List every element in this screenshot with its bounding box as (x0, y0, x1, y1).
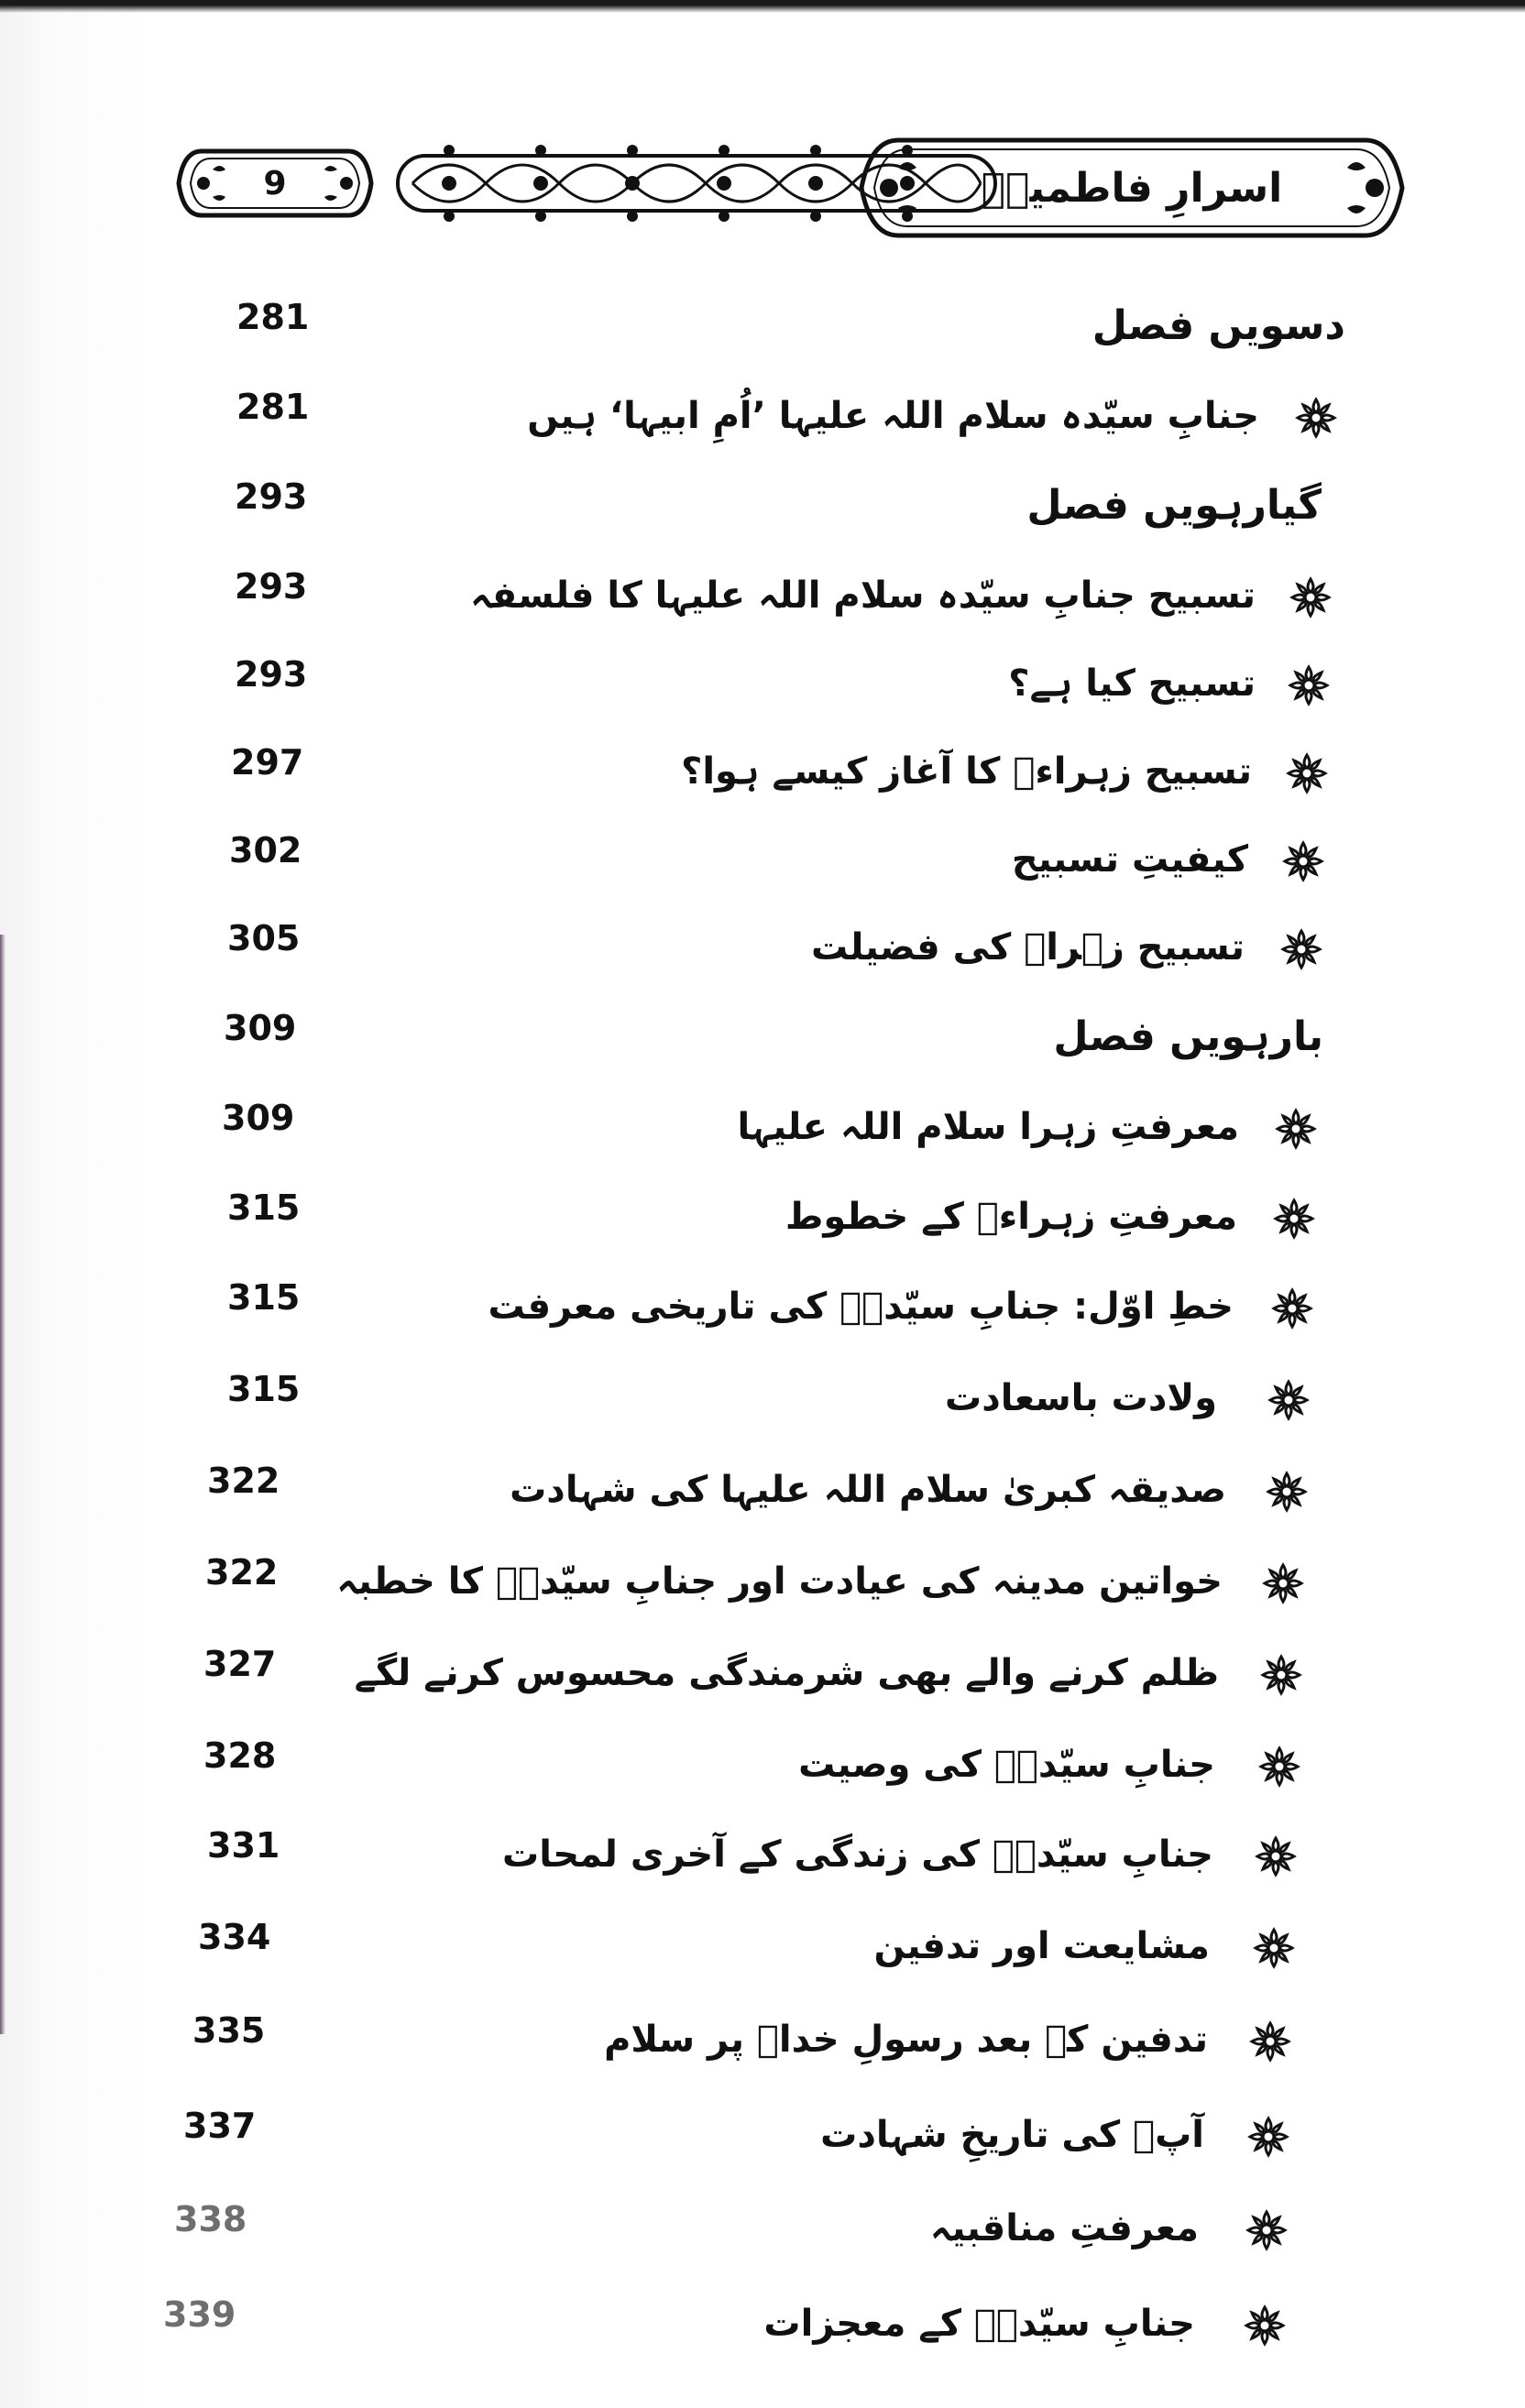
toc-entry-title: صدیقہ کبریٰ سلام اللہ علیہا کی شہادت (510, 1469, 1226, 1511)
flower-bullet-icon (1294, 396, 1338, 440)
toc-page-number: 327 (203, 1644, 277, 1684)
toc-page-number: 338 (174, 2199, 247, 2239)
flower-bullet-icon (1243, 2304, 1287, 2348)
page-number: 9 (263, 164, 287, 202)
flower-bullet-icon (1285, 751, 1329, 795)
toc-page-number: 309 (224, 1008, 297, 1048)
toc-entry-title: آپؑ کی تاریخِ شہادت (820, 2114, 1204, 2156)
toc-row (0, 1545, 1525, 1627)
toc-row (0, 1362, 1525, 1444)
toc-page-number: 335 (192, 2010, 266, 2051)
toc-entry-title: جنابِ سیّدہؑ کے معجزات (763, 2303, 1195, 2345)
toc-page-number: 334 (198, 1917, 271, 1957)
toc-row (0, 290, 1525, 372)
flower-bullet-icon (1272, 1197, 1316, 1241)
flower-bullet-icon (1257, 1745, 1301, 1789)
toc-entry-title: ولادت باسعادت (945, 1377, 1217, 1419)
flower-bullet-icon (1287, 663, 1331, 707)
toc-page-number: 302 (229, 830, 302, 870)
toc-page-number: 315 (227, 1188, 301, 1228)
toc-row (0, 379, 1525, 462)
toc-row (0, 1728, 1525, 1811)
flower-bullet-icon (1248, 2019, 1292, 2063)
toc-chapter-heading: بارہویں فصل (1053, 1013, 1323, 1060)
flower-bullet-icon (1261, 1561, 1305, 1605)
toc-entry-title: جنابِ سیّدہ سلام اللہ علیہا ’اُمِ ابیہا‘ ہیں (527, 395, 1259, 437)
toc-entry-title: تسبیح کیا ہے؟ (1008, 662, 1256, 705)
toc-entry-title: ظلم کرنے والے بھی شرمندگی محسوس کرنے لگے (354, 1652, 1219, 1694)
toc-entry-title: خواتین مدینہ کی عیادت اور جنابِ سیّدہؑ کا خطبہ (336, 1560, 1223, 1603)
flower-bullet-icon (1245, 2208, 1289, 2252)
toc-page-number: 322 (207, 1461, 280, 1501)
flower-bullet-icon (1279, 927, 1323, 971)
toc-page-number: 281 (236, 297, 310, 337)
toc-page-number: 293 (235, 654, 308, 695)
toc-page-number: 309 (222, 1098, 295, 1138)
toc-row (0, 823, 1525, 905)
flower-bullet-icon (1252, 1926, 1296, 1970)
toc-page-number: 293 (235, 566, 308, 607)
toc-chapter-heading: دسویں فصل (1092, 302, 1345, 349)
toc-page-number: 293 (235, 476, 308, 517)
toc-row (0, 2098, 1525, 2181)
toc-row (0, 1636, 1525, 1719)
toc-row (0, 647, 1525, 729)
toc-page-number: 305 (227, 918, 301, 958)
toc-page-number: 337 (183, 2106, 257, 2146)
toc-page-number: 339 (163, 2294, 236, 2335)
toc-row (0, 1270, 1525, 1352)
toc-page-number: 297 (231, 742, 304, 783)
toc-chapter-heading: گیارہویں فصل (1026, 482, 1322, 529)
flower-bullet-icon (1246, 2115, 1290, 2159)
toc-row (0, 2003, 1525, 2085)
flower-bullet-icon (1270, 1286, 1314, 1330)
toc-page-number: 315 (227, 1369, 301, 1409)
flower-bullet-icon (1254, 1834, 1298, 1878)
toc-row (0, 2192, 1525, 2274)
toc-entry-title: تدفین کے بعد رسولِ خداؐ پر سلام (604, 2019, 1208, 2061)
toc-entry-title: تسبیح جنابِ سیّدہ سلام اللہ علیہا کا فلسفہ (470, 575, 1256, 617)
toc-row (0, 1001, 1525, 1083)
toc-row (0, 911, 1525, 993)
toc-row (0, 469, 1525, 552)
toc-entry-title: خطِ اوّل: جنابِ سیّدہؑ کی تاریخی معرفت (488, 1286, 1234, 1328)
toc-entry-title: کیفیتِ تسبیح (1011, 838, 1248, 881)
toc-entry-title: معرفتِ زہرا سلام اللہ علیہا (737, 1106, 1239, 1148)
flower-bullet-icon (1259, 1653, 1303, 1697)
toc-row (0, 1180, 1525, 1263)
toc-row (0, 735, 1525, 817)
toc-row (0, 1910, 1525, 1992)
toc-entry-title: تسبیح زہراؑ کی فضیلت (811, 926, 1245, 969)
toc-entry-title: جنابِ سیّدہؑ کی زندگی کے آخری لمحات (502, 1833, 1213, 1876)
toc-entry-title: معرفتِ زہراءؑ کے خطوط (784, 1196, 1237, 1238)
toc-row (0, 1818, 1525, 1900)
toc-page-number: 315 (227, 1277, 301, 1318)
toc-row (0, 1453, 1525, 1536)
toc-page-number: 322 (205, 1552, 279, 1593)
flower-bullet-icon (1274, 1107, 1318, 1151)
toc-row (0, 559, 1525, 641)
toc-entry-title: مشایعت اور تدفین (873, 1925, 1210, 1967)
flower-bullet-icon (1281, 839, 1325, 883)
toc-entry-title: معرفتِ مناقبیہ (929, 2207, 1199, 2249)
toc-row (0, 1090, 1525, 1173)
toc-page-number: 328 (203, 1735, 277, 1776)
flower-bullet-icon (1265, 1470, 1309, 1514)
toc-entry-title: جنابِ سیّدہؑ کی وصیت (798, 1744, 1215, 1786)
book-title: اسرارِ فاطمیہؑ (981, 164, 1283, 212)
toc-entry-title: تسبیح زہراءؑ کا آغاز کیسے ہوا؟ (681, 750, 1252, 793)
toc-page-number: 331 (207, 1825, 280, 1866)
flower-bullet-icon (1267, 1378, 1311, 1422)
toc-page-number: 281 (236, 387, 310, 427)
toc-row (0, 2287, 1525, 2370)
flower-bullet-icon (1289, 575, 1333, 619)
